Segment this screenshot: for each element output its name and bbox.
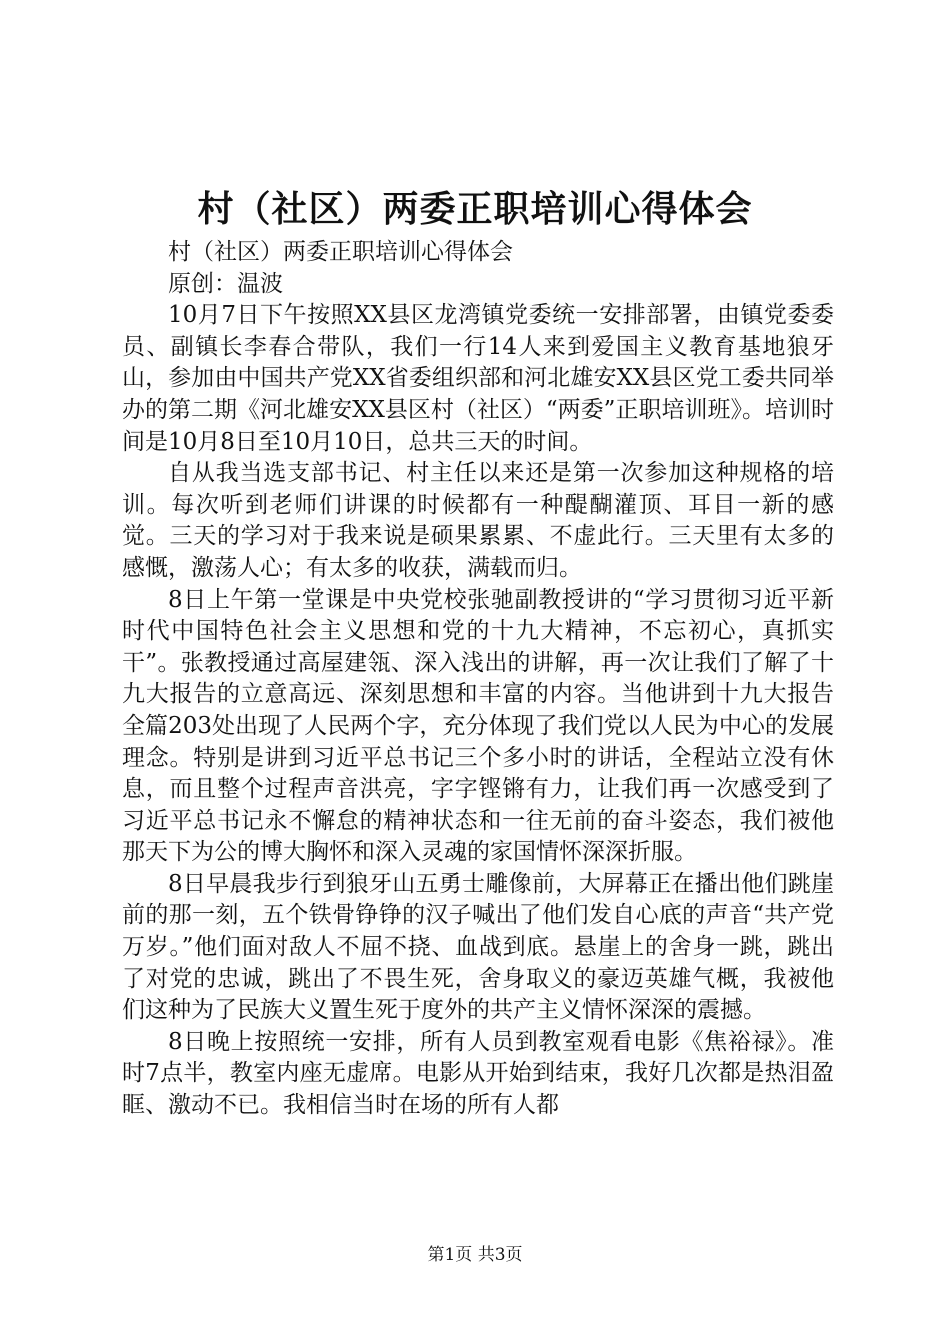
body-paragraph: 8日上午第一堂课是中央党校张驰副教授讲的“学习贯彻习近平新时代中国特色社会主义思想和党的十九大精神，不忘初心，真抓实干”。张教授通过高屋建瓴、深入浅出的讲解，再一次让我们了解了十九大报告的立意高远、深刻思想和丰富的内容。当他讲到十九大报告全篇203处出现了人民两个字，充分体现了我们党以人民为中心的发展理念。特别是讲到习近平总书记三个多小时的讲话，全程站立没有休息，而且整个过程声音洪亮，字字铿锵有力，让我们再一次感受到了习近平总书记永不懈怠的精神状态和一往无前的奋斗姿态，我们被他那天下为公的博大胸怀和深入灵魂的家国情怀深深折服。: [122, 586, 834, 866]
body-paragraph: 8日晚上按照统一安排，所有人员到教室观看电影《焦裕禄》。准时7点半，教室内座无虚席。电影从开始到结束，我好几次都是热泪盈眶、激动不已。我相信当时在场的所有人都: [122, 1028, 834, 1119]
author-line: 原创：温波: [168, 270, 283, 297]
body-paragraph: 8日早晨我步行到狼牙山五勇士雕像前，大屏幕正在播出他们跳崖前的那一刻，五个铁骨铮铮的汉子喊出了他们发自心底的声音“共产党万岁。”他们面对敌人不屈不挠、血战到底。悬崖上的舍身一跳，跳出了对党的忠诚，跳出了不畏生死，舍身取义的豪迈英雄气概，我被他们这种为了民族大义置生死于度外的共产主义情怀深深的震撼。: [122, 870, 834, 1024]
body-paragraph: 自从我当选支部书记、村主任以来还是第一次参加这种规格的培训。每次听到老师们讲课的时候都有一种醍醐灌顶、耳目一新的感觉。三天的学习对于我来说是硕果累累、不虚此行。三天里有太多的感慨，激荡人心；有太多的收获，满载而归。: [122, 460, 834, 581]
document-title: 村（社区）两委正职培训心得体会: [197, 188, 753, 230]
page-number-footer: 第1页 共3页: [427, 1245, 523, 1265]
subtitle-paragraph: 村（社区）两委正职培训心得体会: [168, 239, 513, 265]
document-body: [122, 237, 834, 1122]
body-paragraph: 10月7日下午按照XX县区龙湾镇党委统一安排部署，由镇党委委员、副镇长李春合带队，我们一行14人来到爱国主义教育基地狼牙山，参加由中国共产党XX省委组织部和河北雄安XX县区党工委共同举办的第二期《河北雄安XX县区村（社区）“两委”正职培训班》。培训时间是10月8日至10月10日，总共三天的时间。: [122, 302, 834, 455]
